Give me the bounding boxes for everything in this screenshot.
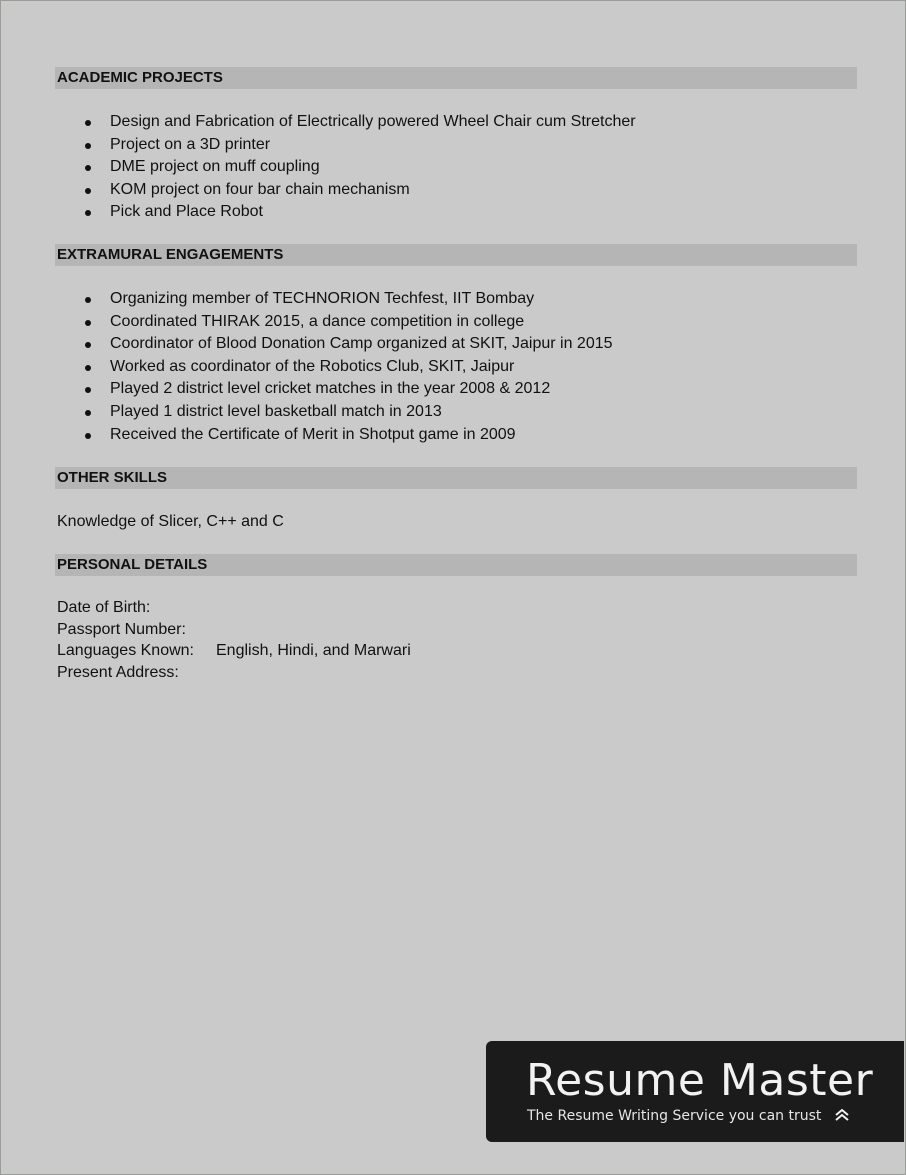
list-item [83, 401, 613, 424]
list-item-text: DME project on muff coupling [110, 158, 320, 176]
bullet-icon [85, 410, 91, 416]
list-item-text: Worked as coordinator of the Robotics Club, SKIT, Jaipur [110, 357, 515, 375]
list-item-text: Organizing member of TECHNORION Techfest, IIT Bombay [110, 290, 535, 307]
list-item [83, 201, 636, 224]
resume-master-logo [486, 1041, 904, 1142]
detail-label: Present Address: [57, 664, 179, 682]
section-header-extramural-engagements: EXTRAMURAL ENGAGEMENTS [55, 244, 857, 266]
bullet-icon [85, 143, 91, 149]
detail-label: Languages Known: [57, 642, 194, 660]
list-item [83, 378, 613, 401]
list-item-text: Design and Fabrication of Electrically powered Wheel Chair cum Stretcher [110, 113, 636, 130]
list-item [83, 288, 613, 311]
detail-row-date-of-birth [57, 597, 411, 619]
extramural-engagements-list [83, 288, 613, 446]
logo-tagline-text: The Resume Writing Service you can trust [527, 1108, 822, 1124]
bullet-icon [85, 297, 91, 303]
bullet-icon [85, 188, 91, 194]
list-item-text: KOM project on four bar chain mechanism [110, 180, 410, 198]
list-item [83, 111, 636, 134]
list-item-text: Coordinated THIRAK 2015, a dance competition in college [110, 312, 525, 330]
logo-tagline [527, 1107, 850, 1127]
list-item-text: Coordinator of Blood Donation Camp organized at SKIT, Jaipur in 2015 [110, 335, 613, 353]
list-item [83, 179, 636, 202]
list-item [83, 356, 613, 379]
list-item-text: Received the Certificate of Merit in Shotput game in 2009 [110, 425, 516, 443]
list-item [83, 333, 613, 356]
list-item-text: Pick and Place Robot [110, 203, 263, 221]
detail-row-languages-known [57, 640, 411, 662]
detail-value: English, Hindi, and Marwari [216, 642, 411, 660]
list-item-text: Played 1 district level basketball match in 2013 [110, 402, 442, 420]
bullet-icon [85, 365, 91, 371]
section-header-academic-projects: ACADEMIC PROJECTS [55, 67, 857, 89]
logo-title: Resume Master [526, 1055, 874, 1106]
bullet-icon [85, 165, 91, 171]
list-item [83, 424, 613, 447]
bullet-icon [85, 342, 91, 348]
bullet-icon [85, 320, 91, 326]
other-skills-text: Knowledge of Slicer, C++ and C [57, 513, 284, 530]
detail-label: Date of Birth: [57, 599, 151, 616]
section-header-personal-details: PERSONAL DETAILS [55, 554, 857, 576]
double-chevron-up-icon [834, 1108, 850, 1127]
list-item-text: Project on a 3D printer [110, 135, 271, 153]
section-header-other-skills: OTHER SKILLS [55, 467, 857, 489]
detail-label: Passport Number: [57, 620, 186, 638]
list-item [83, 156, 636, 179]
bullet-icon [85, 210, 91, 216]
list-item-text: Played 2 district level cricket matches in the year 2008 & 2012 [110, 380, 551, 398]
personal-details [57, 597, 411, 684]
detail-row-passport-number [57, 619, 411, 641]
list-item [83, 134, 636, 157]
bullet-icon [85, 387, 91, 393]
bullet-icon [85, 433, 91, 439]
bullet-icon [85, 120, 91, 126]
list-item [83, 311, 613, 334]
detail-row-present-address [57, 662, 411, 684]
academic-projects-list [83, 111, 636, 224]
